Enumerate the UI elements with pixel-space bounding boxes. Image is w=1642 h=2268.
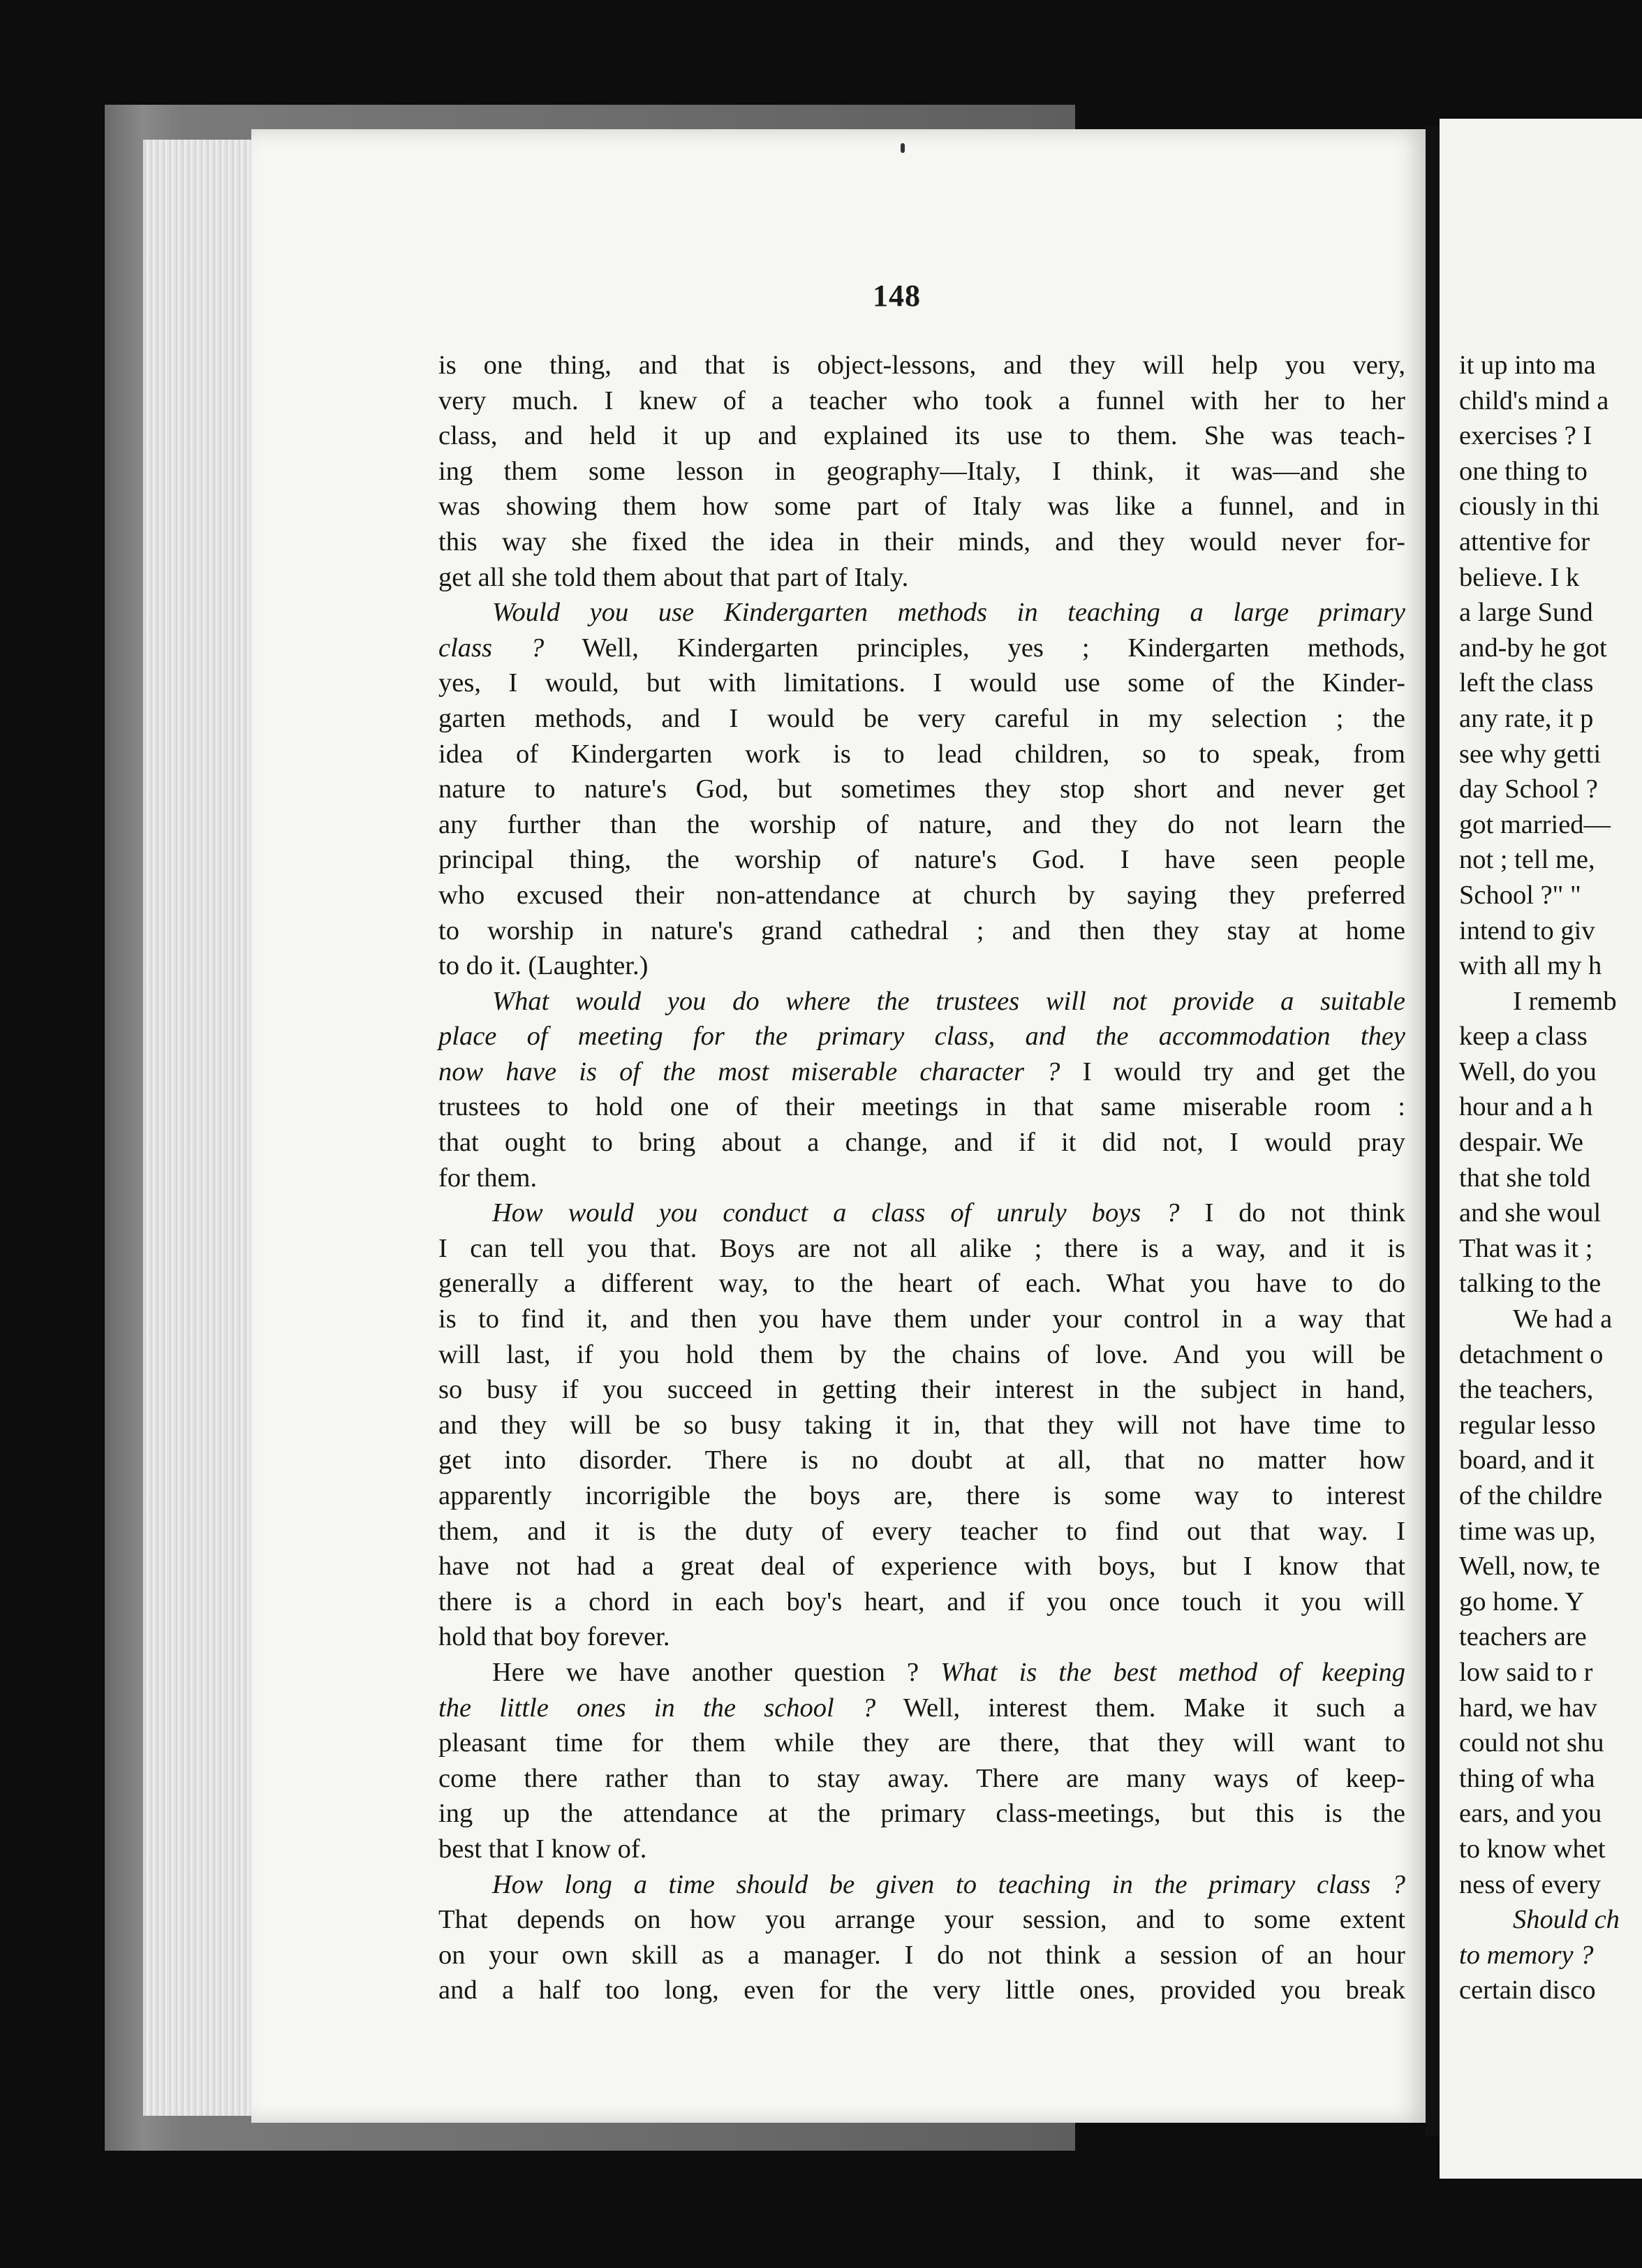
right-line [1459, 454, 1642, 489]
left-line [438, 454, 1405, 489]
left-line [438, 1125, 1405, 1161]
left-line [438, 772, 1405, 807]
right-line [1459, 1832, 1642, 1867]
left-line [438, 984, 1405, 1019]
right-line [1459, 1302, 1642, 1337]
left-line [438, 1443, 1405, 1478]
right-line [1459, 878, 1642, 913]
left-line [438, 1408, 1405, 1443]
right-line [1459, 1867, 1642, 1903]
body-text: That was it ; [1459, 1233, 1593, 1263]
right-line [1459, 842, 1642, 878]
body-text: for them. [438, 1163, 538, 1193]
body-text: who excused their non-attendance at church by saying they preferred [438, 880, 1405, 910]
body-text: garten methods, and I would be very careful in my selection ; the [438, 703, 1405, 733]
left-line [438, 1195, 1405, 1231]
body-text: will last, if you hold them by the chains of love. And you will be [438, 1339, 1405, 1369]
left-line [438, 1655, 1405, 1691]
body-text: very much. I knew of a teacher who took a funnel with her to her [438, 385, 1405, 415]
question-text: class ? [438, 633, 545, 663]
right-line [1459, 1549, 1642, 1584]
left-line [438, 1478, 1405, 1514]
book-gutter [1426, 126, 1441, 2137]
left-line [438, 1514, 1405, 1549]
body-text: have not had a great deal of experience with boys, but I know that [438, 1552, 1405, 1582]
body-text: that she told [1459, 1163, 1591, 1193]
question-text: How long a time should be given to teaching in the primary class ? [492, 1869, 1405, 1899]
left-line [438, 913, 1405, 949]
right-line [1459, 489, 1642, 524]
right-line [1459, 1761, 1642, 1797]
body-text: yes, I would, but with limitations. I would use some of the Kinder- [438, 668, 1405, 698]
left-line [438, 1089, 1405, 1125]
body-text: not ; tell me, [1459, 845, 1595, 875]
body-text: left the class [1459, 668, 1594, 698]
right-line [1459, 1372, 1642, 1408]
body-text: and she woul [1459, 1198, 1602, 1228]
ink-mark [901, 143, 905, 153]
question-text: Would you use Kindergarten methods in teaching a large primary [492, 598, 1405, 628]
body-text: exercises ? I [1459, 421, 1592, 451]
left-line [438, 1938, 1405, 1973]
body-text: to do it. (Laughter.) [438, 951, 649, 981]
left-line [438, 1302, 1405, 1337]
left-line [438, 665, 1405, 701]
right-line [1459, 1266, 1642, 1302]
body-text: generally a different way, to the heart of each. What you have to do [438, 1269, 1405, 1299]
left-line [438, 842, 1405, 878]
left-line [438, 807, 1405, 843]
body-text: is to find it, and then you have them under your control in a way that [438, 1304, 1405, 1334]
left-line [438, 1867, 1405, 1903]
left-line [438, 737, 1405, 772]
right-line [1459, 1089, 1642, 1125]
left-line [438, 1796, 1405, 1832]
right-line [1459, 984, 1642, 1019]
body-text: day School ? [1459, 774, 1598, 804]
body-text: was showing them how some part of Italy was like a funnel, and in [438, 492, 1405, 522]
right-line [1459, 1973, 1642, 2008]
body-text: them, and it is the duty of every teacher to find out that way. I [438, 1516, 1405, 1546]
right-line [1459, 1938, 1642, 1973]
body-text: nature to nature's God, but sometimes they stop short and never get [438, 774, 1405, 804]
body-text: get into disorder. There is no doubt at all, that no matter how [438, 1445, 1405, 1475]
right-line [1459, 1478, 1642, 1514]
right-line [1459, 1725, 1642, 1761]
right-line [1459, 913, 1642, 949]
body-text: with all my h [1459, 951, 1602, 981]
body-text: the teachers, [1459, 1375, 1594, 1405]
body-text: any rate, it p [1459, 703, 1594, 733]
right-line [1459, 1408, 1642, 1443]
body-text: child's mind a [1459, 385, 1609, 415]
right-line [1459, 1054, 1642, 1090]
body-text: attentive for [1459, 526, 1590, 557]
body-text: principal thing, the worship of nature's God. I have seen people [438, 845, 1405, 875]
body-text: We had a [1513, 1304, 1613, 1334]
body-text: keep a class [1459, 1022, 1588, 1052]
right-line [1459, 665, 1642, 701]
right-line [1459, 348, 1642, 383]
left-line [438, 631, 1405, 666]
body-text: best that I know of. [438, 1834, 647, 1864]
left-line [438, 1691, 1405, 1726]
body-text: thing of wha [1459, 1763, 1595, 1793]
left-line [438, 560, 1405, 596]
question-text: What would you do where the trustees will not provide a suitable [492, 986, 1405, 1016]
right-line [1459, 418, 1642, 454]
left-page-text [438, 348, 1405, 2008]
body-text: intend to giv [1459, 915, 1595, 945]
body-text: Well, interest them. Make it such a [875, 1693, 1405, 1723]
body-text: to worship in nature's grand cathedral ; and then they stay at home [438, 915, 1405, 945]
left-line [438, 1549, 1405, 1584]
body-text: hold that boy forever. [438, 1622, 670, 1652]
right-page-text [1459, 348, 1642, 2008]
body-text: it up into ma [1459, 351, 1596, 380]
left-line [438, 1832, 1405, 1867]
left-line [438, 1019, 1405, 1054]
left-line [438, 1054, 1405, 1090]
right-line [1459, 1161, 1642, 1196]
left-line [438, 1231, 1405, 1267]
right-line [1459, 1019, 1642, 1054]
right-line [1459, 1514, 1642, 1549]
body-text: believe. I k [1459, 562, 1580, 592]
body-text: to know whet [1459, 1834, 1606, 1864]
body-text: a large Sund [1459, 598, 1593, 628]
body-text: come there rather than to stay away. There are many ways of keep- [438, 1763, 1405, 1793]
body-text: Well, do you [1459, 1056, 1597, 1087]
body-text: got married— [1459, 809, 1611, 839]
page-number: 148 [873, 279, 921, 313]
left-line [438, 1973, 1405, 2008]
left-line [438, 1266, 1405, 1302]
right-line [1459, 631, 1642, 666]
left-line [438, 595, 1405, 631]
right-line [1459, 560, 1642, 596]
body-text: I would try and get the [1060, 1056, 1405, 1087]
body-text: there is a chord in each boy's heart, and if you once touch it you will [438, 1586, 1405, 1617]
body-text: low said to r [1459, 1657, 1593, 1687]
left-line [438, 1761, 1405, 1797]
right-line [1459, 737, 1642, 772]
body-text: and they will be so busy taking it in, that they will not have time to [438, 1410, 1405, 1440]
body-text: Well, now, te [1459, 1552, 1600, 1582]
body-text: talking to the [1459, 1269, 1602, 1299]
body-text: hour and a h [1459, 1092, 1593, 1122]
left-line [438, 1725, 1405, 1761]
body-text: ciously in thi [1459, 492, 1600, 522]
body-text: detachment o [1459, 1339, 1604, 1369]
left-line [438, 1902, 1405, 1938]
body-text: is one thing, and that is object-lessons, and they will help you very, [438, 351, 1405, 380]
left-line [438, 1161, 1405, 1196]
right-line [1459, 383, 1642, 419]
body-text: could not shu [1459, 1728, 1604, 1758]
right-line [1459, 524, 1642, 560]
left-line [438, 1619, 1405, 1655]
body-text: this way she fixed the idea in their minds, and they would never for- [438, 526, 1405, 557]
right-line [1459, 772, 1642, 807]
body-text: idea of Kindergarten work is to lead children, so to speak, from [438, 739, 1405, 769]
body-text: ing them some lesson in geography—Italy, I think, it was—and she [438, 456, 1405, 486]
body-text: certain disco [1459, 1975, 1596, 2005]
body-text: trustees to hold one of their meetings in that same miserable room : [438, 1092, 1405, 1122]
body-text: I rememb [1513, 986, 1617, 1016]
question-text: How would you conduct a class of unruly boys ? [492, 1198, 1180, 1228]
body-text: and-by he got [1459, 633, 1607, 663]
left-line [438, 1337, 1405, 1373]
body-text: School ?" " [1459, 880, 1581, 910]
body-text: Here we have another question ? [492, 1657, 941, 1687]
body-text: and a half too long, even for the very little ones, provided you break [438, 1975, 1405, 2005]
body-text: class, and held it up and explained its use to them. She was teach- [438, 421, 1405, 451]
body-text: pleasant time for them while they are there, that they will want to [438, 1728, 1405, 1758]
body-text: get all she told them about that part of Italy. [438, 562, 909, 592]
body-text: that ought to bring about a change, and if it did not, I would pray [438, 1128, 1405, 1158]
right-line [1459, 1337, 1642, 1373]
body-text: board, and it [1459, 1445, 1595, 1475]
right-line [1459, 807, 1642, 843]
body-text: hard, we hav [1459, 1693, 1597, 1723]
body-text: I do not think [1179, 1198, 1405, 1228]
left-line [438, 1372, 1405, 1408]
right-line [1459, 948, 1642, 984]
left-line [438, 524, 1405, 560]
body-text: That depends on how you arrange your session, and to some extent [438, 1905, 1405, 1935]
body-text: any further than the worship of nature, and they do not learn the [438, 809, 1405, 839]
right-line [1459, 1195, 1642, 1231]
body-text: regular lesso [1459, 1410, 1596, 1440]
question-text: to memory ? [1459, 1940, 1594, 1970]
body-text: see why getti [1459, 739, 1602, 769]
right-line [1459, 1655, 1642, 1691]
body-text: of the childre [1459, 1481, 1603, 1510]
left-line [438, 418, 1405, 454]
right-line [1459, 1691, 1642, 1726]
left-line [438, 383, 1405, 419]
right-line [1459, 1584, 1642, 1620]
left-line [438, 489, 1405, 524]
left-line [438, 1584, 1405, 1620]
body-text: ness of every [1459, 1869, 1602, 1899]
left-line [438, 878, 1405, 913]
body-text: so busy if you succeed in getting their interest in the subject in hand, [438, 1375, 1405, 1405]
body-text: on your own skill as a manager. I do not think a session of an hour [438, 1940, 1405, 1970]
question-text: Should ch [1513, 1905, 1620, 1935]
body-text: Well, Kindergarten principles, yes ; Kindergarten methods, [544, 633, 1406, 663]
body-text: go home. Y [1459, 1586, 1585, 1617]
body-text: I can tell you that. Boys are not all alike ; there is a way, and it is [438, 1233, 1405, 1263]
body-text: teachers are [1459, 1622, 1587, 1652]
right-line [1459, 1619, 1642, 1655]
body-text: one thing to [1459, 456, 1588, 486]
body-text: ing up the attendance at the primary class-meetings, but this is the [438, 1799, 1405, 1829]
left-line [438, 348, 1405, 383]
body-text: apparently incorrigible the boys are, there is some way to interest [438, 1481, 1405, 1510]
right-line [1459, 595, 1642, 631]
question-text: now have is of the most miserable character ? [438, 1056, 1060, 1087]
question-text: What is the best method of keeping [940, 1657, 1405, 1687]
left-line [438, 701, 1405, 737]
body-text: time was up, [1459, 1516, 1596, 1546]
right-line [1459, 1231, 1642, 1267]
body-text: despair. We [1459, 1128, 1583, 1158]
left-line [438, 948, 1405, 984]
body-text: ears, and you [1459, 1799, 1602, 1829]
right-line [1459, 1796, 1642, 1832]
right-line [1459, 701, 1642, 737]
question-text: the little ones in the school ? [438, 1693, 876, 1723]
right-line [1459, 1125, 1642, 1161]
question-text: place of meeting for the primary class, and the accommodation they [438, 1022, 1405, 1052]
right-line [1459, 1443, 1642, 1478]
right-line [1459, 1902, 1642, 1938]
